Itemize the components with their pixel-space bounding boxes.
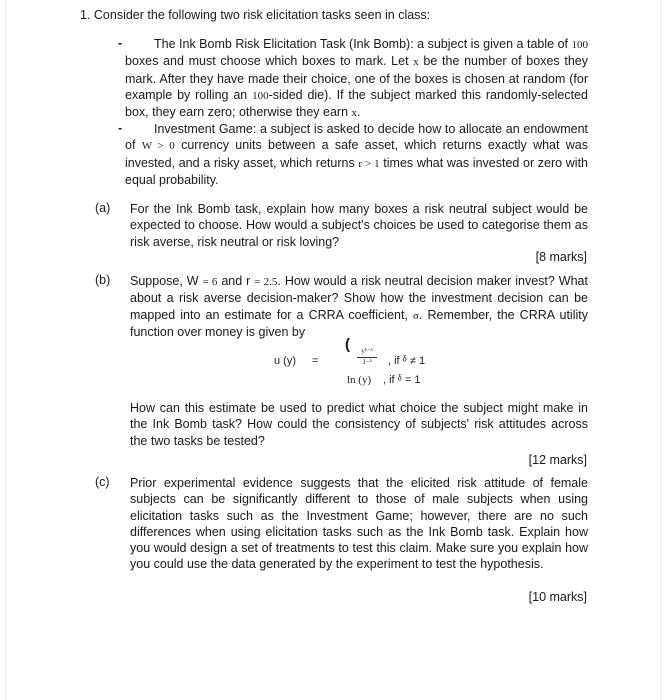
part-a-marks: [8 marks] <box>535 250 587 264</box>
page-edge-left <box>5 0 6 700</box>
formula-case-1: , if ᵟ ≠ 1 <box>388 355 426 367</box>
part-b-label: (b) <box>95 273 111 287</box>
part-b-followup: How can this estimate be used to predict what choice the subject might make in the Ink Bomb task? How could the consistency of subjects' risk attitudes across the two tasks be tested? <box>130 401 588 448</box>
formula-log: ln (y) <box>347 374 372 386</box>
question-title: 1. Consider the following two risk elicitation tasks seen in class: <box>80 8 431 22</box>
bullet-marker: - <box>118 36 123 50</box>
formula-case-2: , if ᵟ = 1 <box>383 374 421 386</box>
part-b-marks: [12 marks] <box>528 453 587 467</box>
formula-brace: ( <box>345 336 350 353</box>
part-c-label: (c) <box>95 475 110 489</box>
formula-lhs: u (y) <box>274 355 296 367</box>
part-c-marks: [10 marks] <box>528 590 587 604</box>
bullet-marker: - <box>118 121 123 135</box>
part-a-label: (a) <box>95 201 111 215</box>
formula-equals: = <box>312 355 319 367</box>
page-edge-right <box>660 0 661 700</box>
formula-denominator: 1−ᵟ <box>362 358 372 366</box>
part-c-text: Prior experimental evidence suggests that the elicited risk attitude of female subjects can be significantly different to those of male subjects when using elicitation tasks such as the Investment Game; however, there are no such differences when using elicitation tasks such as the Ink Bomb task. Explain how you would design a set of treatments to test this claim. Make sure you explain how you could use the data generated by the experiment to test the hypothesis. <box>130 476 588 572</box>
part-a-text: For the Ink Bomb task, explain how many boxes a risk neutral subject would be expected to choose. How would a subject's choices be used to categorise them as risk averse, risk neutral or risk loving? <box>130 202 588 249</box>
bullet-investment-game: Investment Game: a subject is asked to decide how to allocate an endowment of W > 0 currency units between a safe asset, which returns exactly what was invested, and a risky asset, which returns r > 1 times what was invested or zero with equal probability. <box>125 122 589 187</box>
bullet-ink-bomb: The Ink Bomb Risk Elicitation Task (Ink Bomb): a subject is given a table of 100 boxes and must choose which boxes to mark. Let x be the number of boxes they mark. After they have made their choice, one of the boxes is chosen at random (for example by rolling an 100-sided die). If the subject marked this randomly-selected box, they earn zero; otherwise they earn x. <box>125 37 588 120</box>
formula-numerator: y¹⁻ᵟ <box>361 347 373 355</box>
part-b-text: Suppose, W = 6 and r = 2.5. How would a risk neutral decision maker invest? What about a risk averse decision-maker? Show how the investment decision can be mapped into an estimate for a CRRA coefficient, σ. Remember, the CRRA utility function over money is given by <box>130 274 588 339</box>
